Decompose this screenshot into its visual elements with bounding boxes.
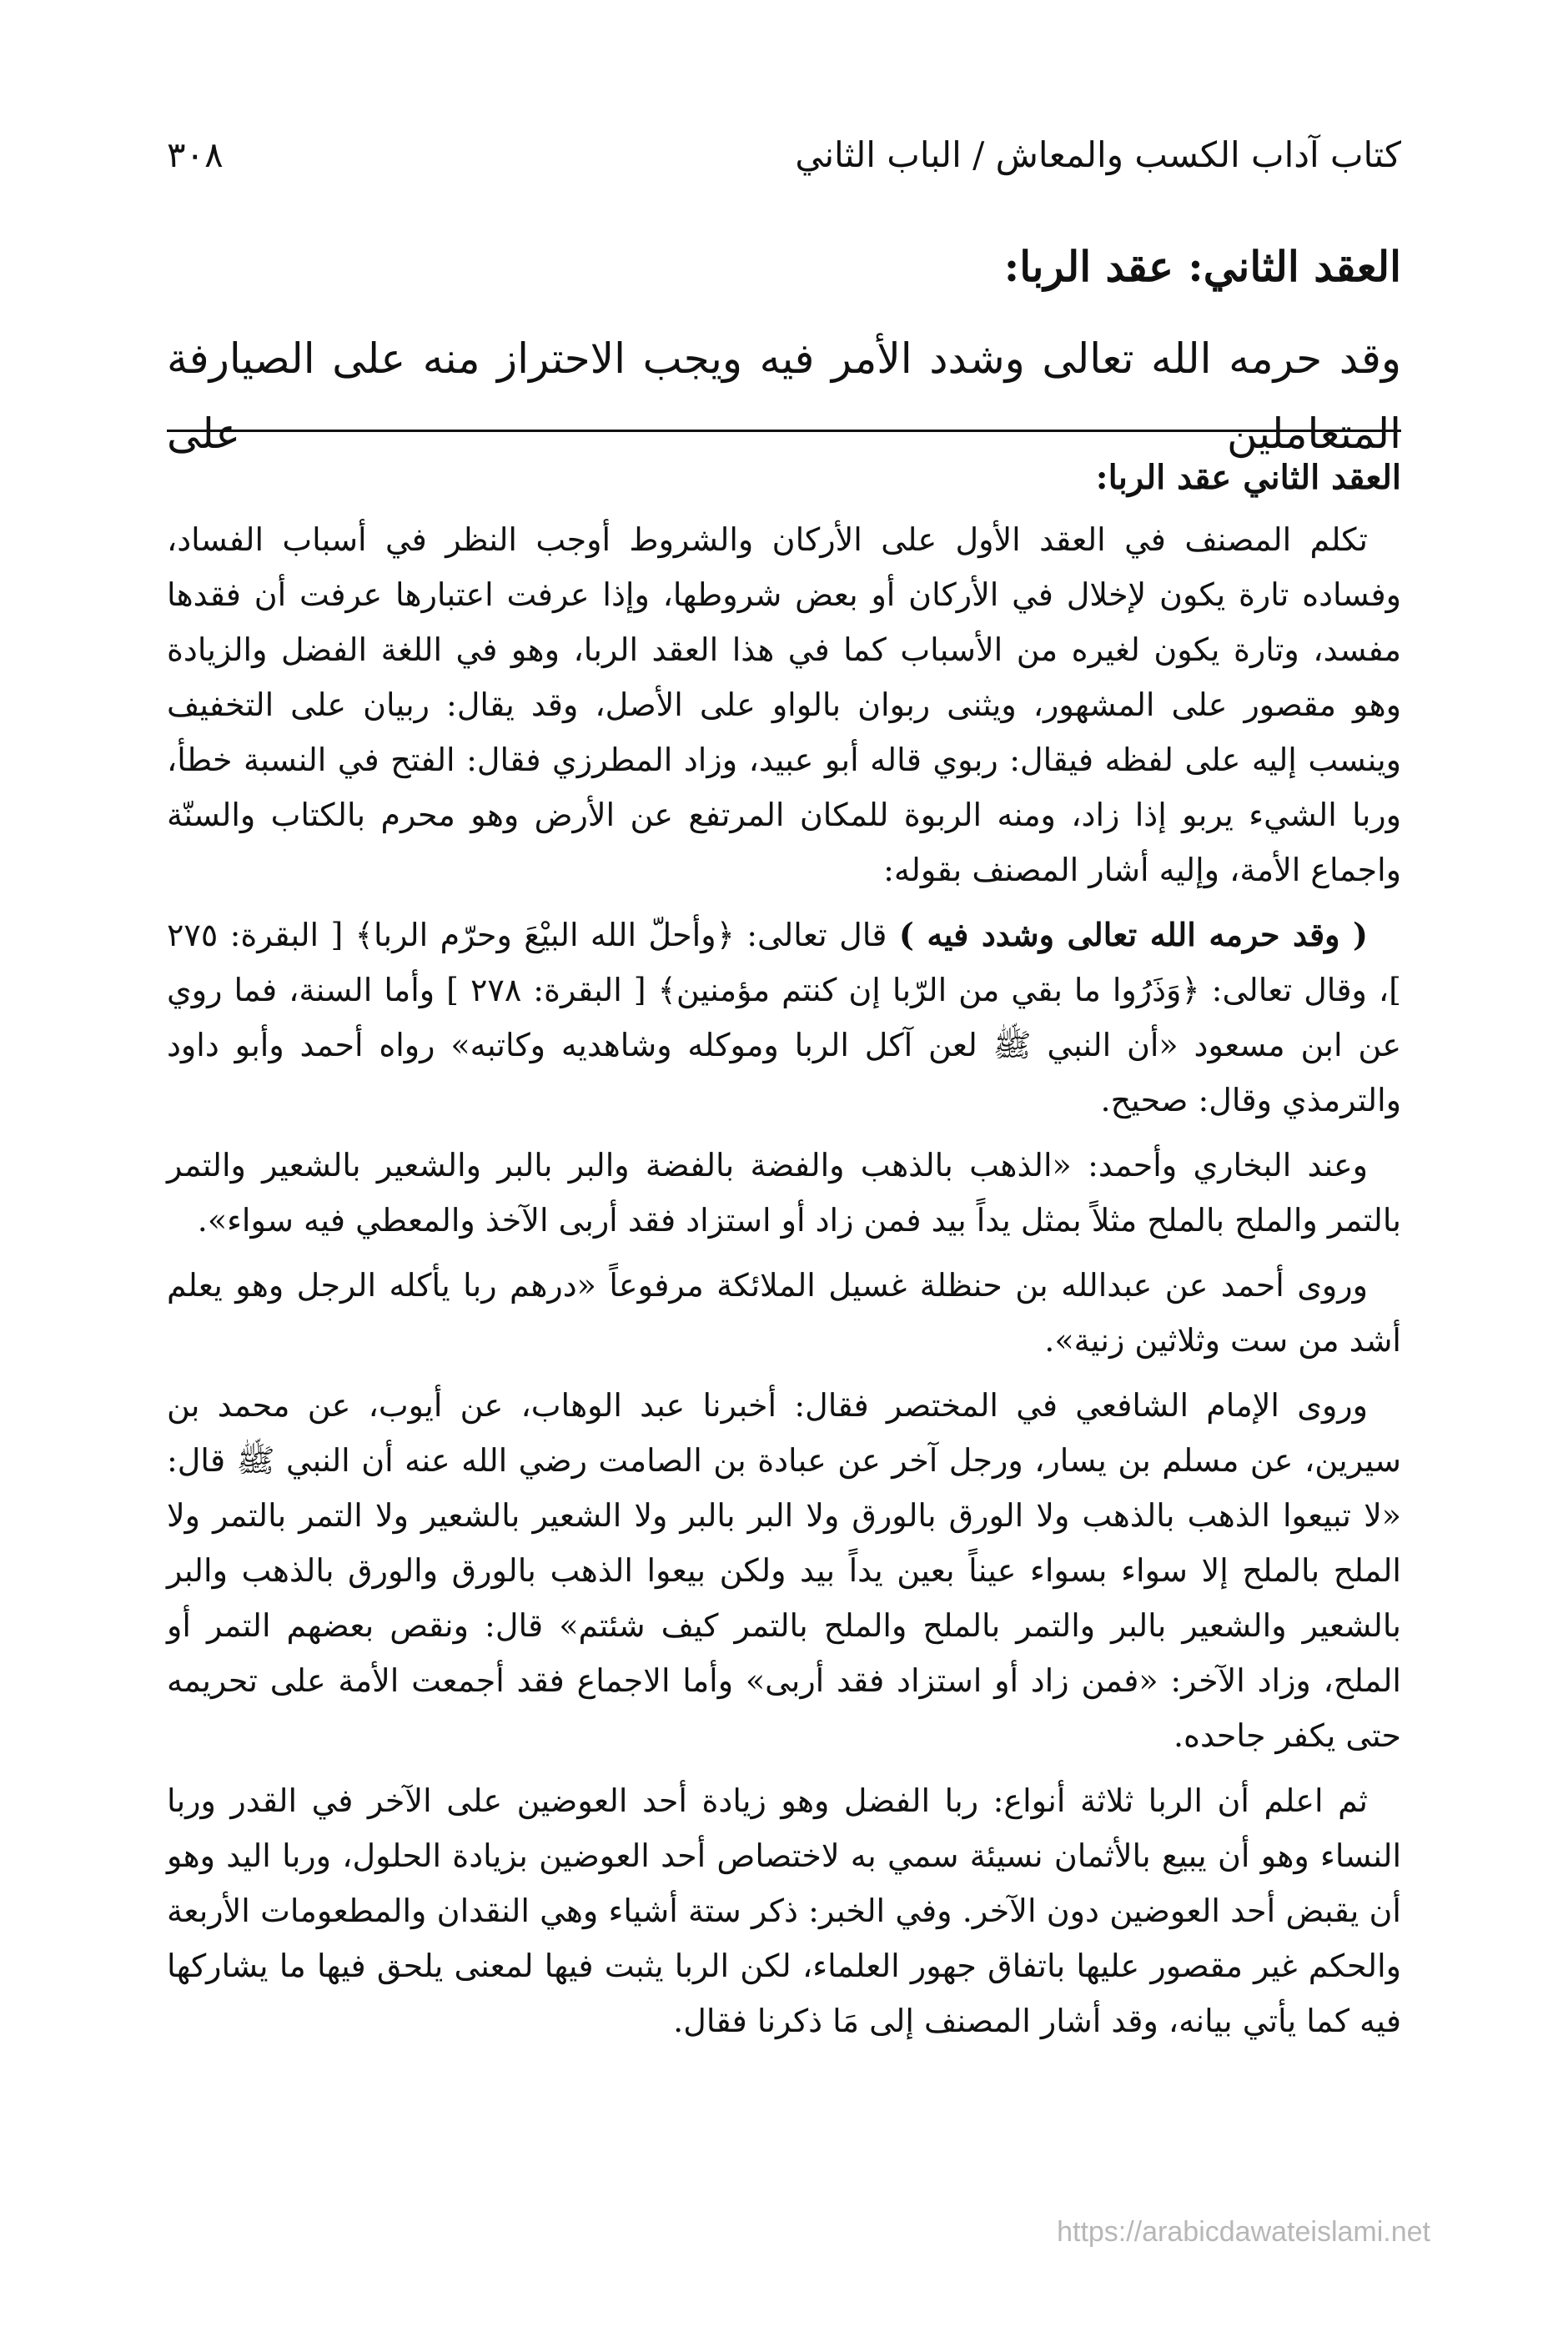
commentary-paragraph [167, 907, 1401, 1128]
commentary-paragraph: وروى الإمام الشافعي في المختصر فقال: أخبرنا عبد الوهاب، عن أيوب، عن محمد بن سيرين، عن مسلم بن يسار، ورجل آخر عن عبادة بن الصامت رضي الله عنه أن النبي ﷺ قال: «لا تبيعوا الذهب بالذهب ولا الورق بالورق ولا البر بالبر ولا الشعير بالشعير ولا التمر بالتمر ولا الملح بالملح إلا سواء بسواء عيناً بعين يداً بيد ولكن بيعوا الذهب بالورق والورق بالذهب والبر بالشعير والشعير بالبر والتمر بالملح والملح بالتمر كيف شئتم» قال: ونقص بعضهم التمر أو الملح، وزاد الآخر: «فمن زاد أو استزاد فقد أربى» وأما الاجماع فقد أجمعت الأمة على تحريمه حتى يكفر جاحده. [167, 1387, 1401, 1754]
commentary-title: العقد الثاني عقد الربا: [1095, 458, 1401, 497]
main-text: وقد حرمه الله تعالى وشدد الأمر فيه ويجب الاحتراز منه على الصيارفة المتعاملين على [167, 334, 1401, 458]
commentary-paragraph: تكلم المصنف في العقد الأول على الأركان والشروط أوجب النظر في أسباب الفساد، وفساده تارة يكون لإخلال في الأركان أو بعض شروطها، وإذا عرفت اعتبارها عرفت أن فقدها مفسد، وتارة يكون لغيره من الأسباب كما في هذا العقد الربا، وهو في اللغة الفضل والزيادة وهو مقصور على المشهور، ويثنى ربوان بالواو على الأصل، وقد يقال: ربيان على التخفيف وينسب إليه على لفظه فيقال: ربوي قاله أبو عبيد، وزاد المطرزي فقال: الفتح في النسبة خطأ، وربا الشيء يربو إذا زاد، ومنه الربوة للمكان المرتفع عن الأرض وهو محرم بالكتاب والسنّة واجماع الأمة، وإليه أشار المصنف بقوله: [167, 521, 1401, 888]
footnote-divider [167, 430, 1401, 432]
running-title: كتاب آداب الكسب والمعاش / الباب الثاني [795, 133, 1401, 175]
commentary-block [167, 450, 1401, 2058]
commentary-paragraph: وعند البخاري وأحمد: «الذهب بالذهب والفضة بالفضة والبر بالبر والشعير بالشعير والتمر بالتمر والملح بالملح مثلاً بمثل يداً بيد فمن زاد أو استزاد فقد أربى الآخذ والمعطي فيه سواء». [167, 1147, 1401, 1239]
quoted-matn: ( وقد حرمه الله تعالى وشدد فيه ) [898, 916, 1368, 953]
paragraph-text: قال تعالى: ﴿وأحلّ الله البيْعَ وحرّم الربا﴾ [ البقرة: ٢٧٥ ]، وقال تعالى: ﴿وَذَرُوا ما بقي من الرّبا إن كنتم مؤمنين﴾ [ البقرة: ٢٧٨ ] وأما السنة، فما روي عن ابن مسعود «أن النبي ﷺ لعن آكل الربا وموكله وشاهديه وكاتبه» رواه أحمد وأبو داود والترمذي وقال: صحيح. [167, 917, 1401, 1118]
commentary-paragraph: وروى أحمد عن عبدالله بن حنظلة غسيل الملائكة مرفوعاً «درهم ربا يأكله الرجل وهو يعلم أشد من ست وثلاثين زنية». [167, 1267, 1401, 1359]
page-number: ٣٠٨ [167, 133, 224, 175]
commentary-paragraph: ثم اعلم أن الربا ثلاثة أنواع: ربا الفضل وهو زيادة أحد العوضين على الآخر في القدر وربا النساء وهو أن يبيع بالأثمان نسيئة سمي به لاختصاص أحد العوضين بزيادة الحلول، وربا اليد وهو أن يقبض أحد العوضين دون الآخر. وفي الخبر: ذكر ستة أشياء وهي النقدان والمطعومات الأربعة والحكم غير مقصور عليها باتفاق جهور العلماء، لكن الربا يثبت فيها لمعنى يلحق فيها ما يشاركها فيه كما يأتي بيانه، وقد أشار المصنف إلى مَا ذكرنا فقال. [167, 1782, 1401, 2039]
page-header [167, 125, 1401, 183]
main-section-title: العقد الثاني: عقد الربا: [1003, 242, 1401, 291]
watermark-url: https://arabicdawateislami.net [1057, 2216, 1430, 2248]
